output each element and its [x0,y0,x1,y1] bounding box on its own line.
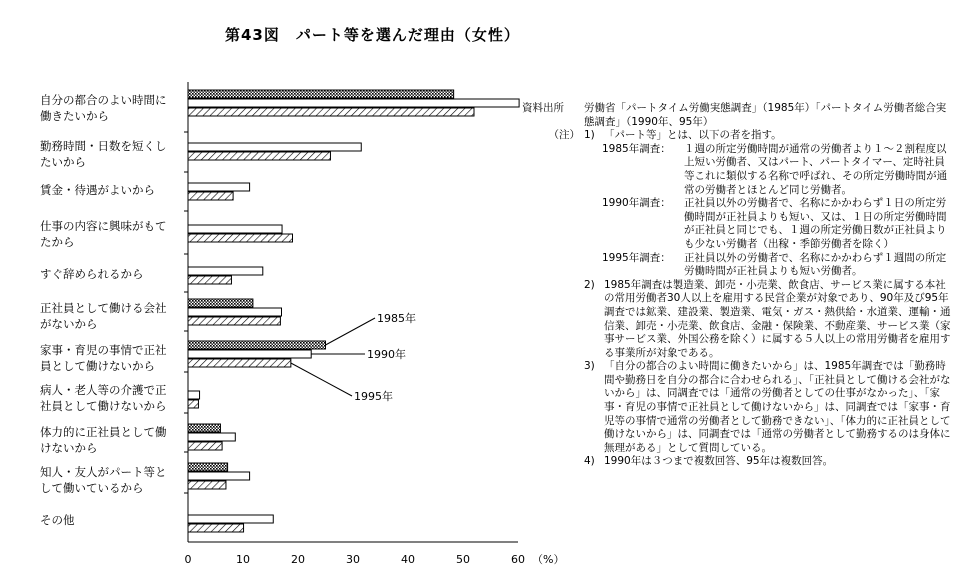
note-sub-item [602,252,952,279]
bar-1995年-1 [188,152,330,160]
category-label: 正社員として働ける会社 がないから [40,301,167,331]
note-row-4 [584,455,952,469]
note-row-2 [584,279,952,361]
bar-1985年-0 [188,90,454,98]
sub-head: 1990年調査： [602,197,671,210]
category-label: すぐ辞められるから [40,267,144,281]
annotation-leader [291,363,352,396]
bar-1995年-9 [188,481,226,489]
bar-1985年-5 [188,299,253,307]
note-label: （注） [548,129,580,142]
note-num: 4) [584,455,595,468]
bar-1995年-3 [188,234,293,242]
category-label: 病人・老人等の介護で正 社員として働けないから [40,383,167,413]
note-row-3 [584,360,952,455]
bar-1995年-6 [188,359,291,367]
bar-1995年-5 [188,317,280,325]
category-label: 賃金・待遇がよいから [40,183,155,197]
x-tick-label: 10 [236,553,250,566]
note-num: 3) [584,360,595,373]
bar-1985年-9 [188,463,228,471]
bar-1990年-1 [188,143,361,151]
bar-1990年-9 [188,472,250,480]
note-text: 「自分の都合のよい時間に働きたいから」は、1985年調査では「勤務時間や勤務日を自分の都合に合わせられる」、「正社員として働ける会社がないから」は、同調査では「通常の労働者としての仕事がなかった」、「家事・育児の事情で正社員として働けないから」は、同調査では「家事・育児等の事情で通常の労働者として勤務できない」、「体力的に正社員として働けないから」は、同調査では「通常の労働者として勤務するのは身体に無理がある」として質問している。 [604,360,951,454]
x-tick-label: 40 [401,553,415,566]
x-tick-label: 0 [184,553,192,566]
bar-1990年-4 [188,267,263,275]
bar-1995年-7 [188,400,198,408]
annotation-label: 1985年 [377,312,416,325]
bar-1990年-2 [188,183,250,191]
category-label: 勤務時間・日数を短くし たいから [40,139,167,169]
category-label: 家事・育児の事情で正社 員として働けないから [40,343,167,373]
annotation-leader [326,318,376,345]
note-row-1 [522,129,952,143]
x-tick-label: 50 [456,553,470,566]
note-num: 1) [584,129,595,142]
x-unit-label: （%） [532,553,565,566]
annotation-label: 1990年 [367,348,406,361]
bar-1995年-2 [188,192,233,200]
category-label: 自分の都合のよい時間に 働きたいから [40,93,167,123]
category-label: 知人・友人がパート等と して働いているから [40,465,167,495]
sub-head: 1985年調査： [602,142,671,155]
bar-1995年-10 [188,524,244,532]
category-label: 仕事の内容に興味がもて たから [40,219,167,249]
source-text: 労働省「パートタイム労働実態調査」（1985年）「パートタイム労働者総合実態調査」（1990年、95年） [584,102,947,128]
bar-1990年-0 [188,99,519,107]
bar-1990年-3 [188,225,282,233]
category-label: その他 [40,513,75,527]
bar-1995年-0 [188,108,474,116]
note-text: 1985年調査は製造業、卸売・小売業、飲食店、サービス業に属する本社の常用労働者30人以上を雇用する民営企業が対象であり、90年及び95年調査では鉱業、建設業、製造業、電気・ガス・熱供給・水道業、運輸・通信業、卸売・小売業、飲食店、金融・保険業、不動産業、サービス業（家事サービス業、外国公務を除く）に属する５人以上の常用労働者を雇用する事業所が対象である。 [604,278,951,359]
sub-text: 正社員以外の労働者で、名称にかかわらず１週間の所定労働時間が正社員よりも短い労働者。 [684,251,947,278]
bar-1990年-7 [188,391,200,399]
category-label: 体力的に正社員として働 けないから [40,425,167,455]
note-sub-item [602,143,952,197]
bar-1995年-4 [188,276,231,284]
source-row [522,102,952,129]
annotation-label: 1995年 [354,390,393,403]
note-text: 1990年は３つまで複数回答、95年は複数回答。 [604,455,834,468]
bar-1995年-8 [188,442,222,450]
sub-head: 1995年調査： [602,251,671,264]
note-num: 2) [584,278,595,291]
x-tick-label: 20 [291,553,305,566]
note-text: 「パート等」とは、以下の者を指す。 [604,129,782,142]
x-tick-label: 60 [511,553,525,566]
bar-1990年-6 [188,350,311,358]
note-sub-item [602,197,952,251]
source-label: 資料出所 [522,102,564,114]
x-tick-label: 30 [346,553,360,566]
bar-1990年-5 [188,308,282,316]
sub-text: １週の所定労働時間が通常の労働者より１～２割程度以上短い労働者、又はパート、パートタイマー、定時社員等これに類似する名称で呼ばれ、その所定労働時間が通常の労働者とほとんど同じ労働者。 [684,142,948,196]
bar-1990年-8 [188,433,235,441]
page-title: 第43図 パート等を選んだ理由（女性） [225,26,520,44]
sub-text: 正社員以外の労働者で、名称にかかわらず１日の所定労働時間が正社員よりも短い、又は、１日の所定労働時間が正社員と同じでも、１週の所定労働日数が正社員よりも少ない労働者（出稼・季節労働者を除く） [684,197,947,250]
bar-1985年-8 [188,424,220,432]
notes-block [522,102,952,469]
bar-1985年-6 [188,341,326,349]
bar-1990年-10 [188,515,273,523]
